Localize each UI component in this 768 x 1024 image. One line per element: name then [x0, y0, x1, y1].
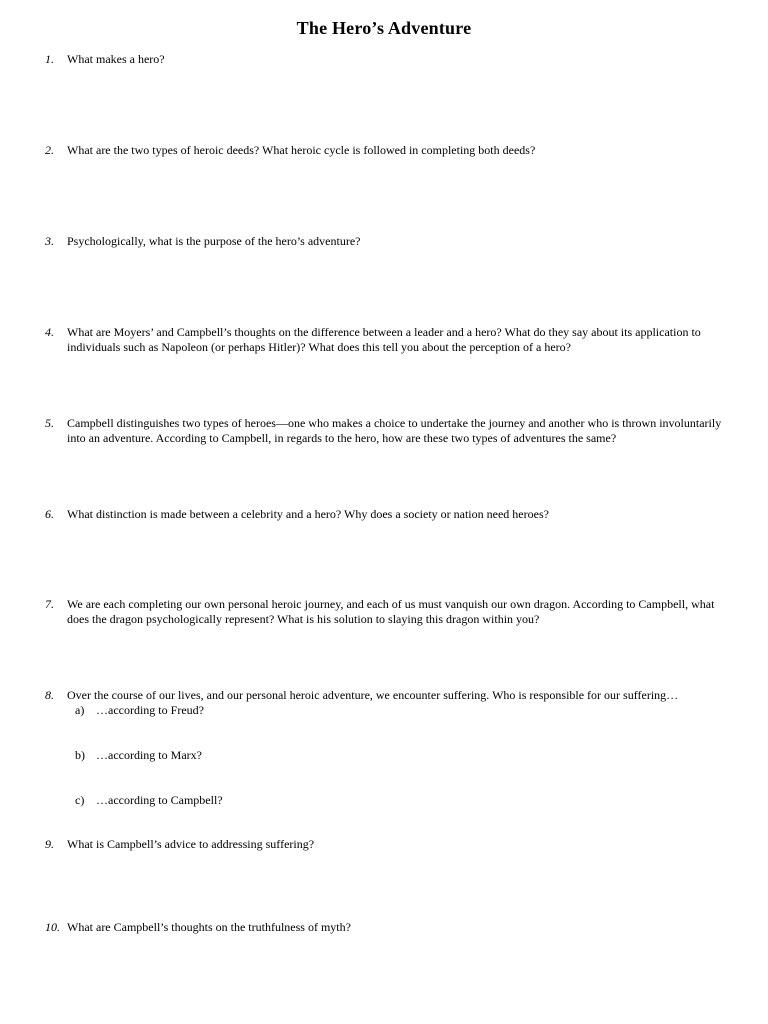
question-text: Over the course of our lives, and our personal heroic adventure, we encounter suffering. Who is responsible for our suffering…: [67, 688, 679, 702]
question-number: 2.: [45, 143, 54, 157]
question-text: What are Campbell’s thoughts on the truthfulness of myth?: [67, 920, 351, 934]
subitem-letter: c): [75, 793, 85, 807]
question-text: Psychologically, what is the purpose of the hero’s adventure?: [67, 234, 361, 248]
question-number: 10.: [45, 920, 60, 934]
question-8-subitem-b: [75, 748, 202, 763]
question-number: 9.: [45, 837, 54, 851]
subitem-letter: a): [75, 703, 85, 717]
question-8-subitem-c: [75, 793, 223, 808]
question-number: 1.: [45, 52, 54, 66]
subitem-text: …according to Campbell?: [96, 793, 223, 807]
subitem-text: …according to Marx?: [96, 748, 202, 762]
question-number: 6.: [45, 507, 54, 521]
subitem-letter: b): [75, 748, 85, 762]
question-text: What is Campbell’s advice to addressing suffering?: [67, 837, 315, 851]
page-title: The Hero’s Adventure: [296, 18, 472, 38]
question-text: Campbell distinguishes two types of heroes—one who makes a choice to undertake the journey and another who is thrown involuntarily into an adventure. According to Campbell, in regards to the hero, how are these two types of adventures the same?: [67, 416, 722, 445]
question-text: What distinction is made between a celebrity and a hero? Why does a society or nation need heroes?: [67, 507, 549, 521]
question-number: 5.: [45, 416, 54, 430]
question-text: What makes a hero?: [67, 52, 165, 66]
question-text: What are Moyers’ and Campbell’s thoughts on the difference between a leader and a hero? What do they say about its application to individuals such as Napoleon (or perhaps Hitler)? What does this tell you about the perception of a hero?: [67, 325, 701, 354]
question-number: 7.: [45, 597, 54, 611]
question-number: 4.: [45, 325, 54, 339]
question-number: 3.: [45, 234, 54, 248]
question-text: What are the two types of heroic deeds? What heroic cycle is followed in completing both deeds?: [67, 143, 536, 157]
question-text: We are each completing our own personal heroic journey, and each of us must vanquish our own dragon. According to Campbell, what does the dragon psychologically represent? What is his solution to slaying this dragon within you?: [67, 597, 715, 626]
question-8-subitem-a: [75, 703, 204, 718]
subitem-text: …according to Freud?: [96, 703, 204, 717]
question-number: 8.: [45, 688, 54, 702]
